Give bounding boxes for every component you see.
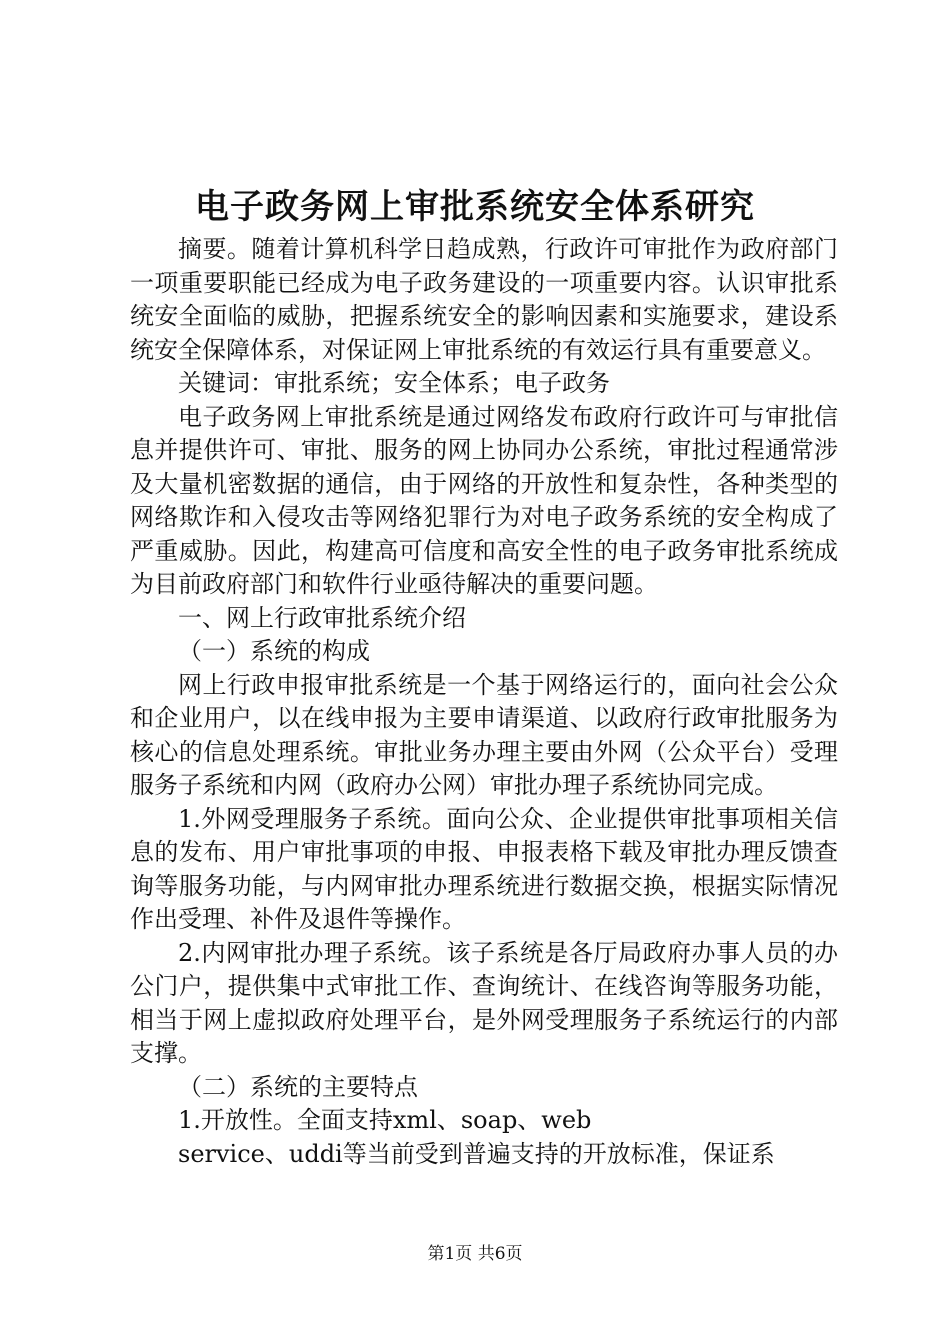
subsection-heading-1: （一）系统的构成 [178, 637, 370, 665]
body-paragraph: 1.外网受理服务子系统。面向公众、企业提供审批事项相关信息的发布、用户审批事项的申报、申报表格下载及审批办理反馈查询等服务功能，与内网审批办理系统进行数据交换，根据实际情况作出受理、补件及退件等操作。 [130, 804, 838, 933]
keywords-paragraph: 关键词：审批系统；安全体系；电子政务 [178, 369, 610, 397]
section-heading-1: 一、网上行政审批系统介绍 [178, 603, 466, 632]
document-title: 电子政务网上审批系统安全体系研究 [195, 187, 755, 227]
document-body [130, 233, 838, 1171]
abstract-paragraph: 摘要。随着计算机科学日趋成熟，行政许可审批作为政府部门一项重要职能已经成为电子政务建设的一项重要内容。认识审批系统安全面临的威胁，把握系统安全的影响因素和实施要求，建设系统安全保障体系，对保证网上审批系统的有效运行具有重要意义。 [130, 235, 838, 364]
body-paragraph: service、uddi等当前受到普遍支持的开放标准，保证系 [178, 1139, 775, 1168]
page-footer: 第1页 共6页 [427, 1244, 523, 1264]
intro-paragraph: 电子政务网上审批系统是通过网络发布政府行政许可与审批信息并提供许可、审批、服务的网上协同办公系统，审批过程通常涉及大量机密数据的通信，由于网络的开放性和复杂性，各种类型的网络欺诈和入侵攻击等网络犯罪行为对电子政务系统的安全构成了严重威胁。因此，构建高可信度和高安全性的电子政务审批系统成为目前政府部门和软件行业亟待解决的重要问题。 [130, 402, 838, 598]
body-paragraph: 1.开放性。全面支持xml、soap、web [178, 1106, 592, 1134]
body-paragraph: 网上行政申报审批系统是一个基于网络运行的，面向社会公众和企业用户，以在线申报为主要申请渠道、以政府行政审批服务为核心的信息处理系统。审批业务办理主要由外网（公众平台）受理服务子系统和内网（政府办公网）审批办理子系统协同完成。 [130, 670, 838, 799]
body-paragraph: 2.内网审批办理子系统。该子系统是各厅局政府办事人员的办公门户，提供集中式审批工作、查询统计、在线咨询等服务功能，相当于网上虚拟政府处理平台，是外网受理服务子系统运行的内部支撑。 [130, 938, 838, 1067]
subsection-heading-2: （二）系统的主要特点 [178, 1072, 418, 1101]
